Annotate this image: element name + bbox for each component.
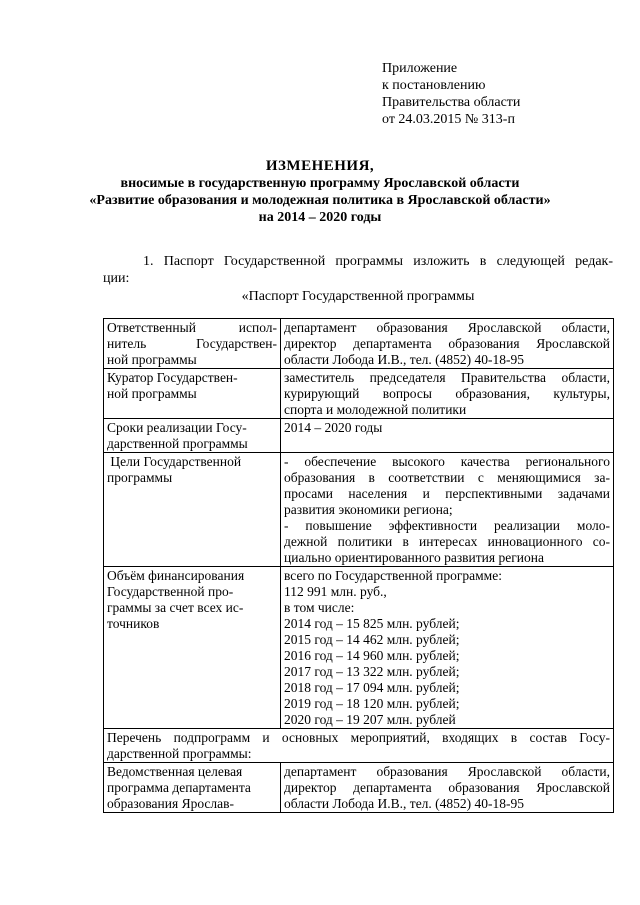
cell-line: 2014 год – 15 825 млн. рублей; [284, 616, 460, 631]
row-label-cell [104, 453, 281, 567]
subprograms-heading-cell [104, 729, 614, 763]
passport-table [103, 318, 614, 813]
row-value-cell [281, 419, 614, 453]
cell-line: Куратор Государствен- [107, 370, 238, 385]
cell-line: программа департамента [107, 780, 251, 795]
intro-line: ции: [103, 271, 130, 286]
cell-line: Ответственный испол- [107, 320, 277, 335]
passport-title: «Паспорт Государственной программы [241, 289, 475, 304]
cell-line: Ведомственная целевая [107, 764, 243, 779]
table-row [104, 763, 614, 813]
cell-line: - повышение эффективности реализации моло- [284, 518, 610, 533]
cell-line: 2020 год – 19 207 млн. рублей [284, 712, 456, 727]
cell-line: нитель Государствен- [107, 336, 277, 351]
cell-line: просами населения и перспективными задачами [284, 486, 610, 501]
cell-line: 2018 год – 17 094 млн. рублей; [284, 680, 460, 695]
cell-line: 112 991 млн. руб., [284, 584, 387, 599]
document-title: ИЗМЕНЕНИЯ, [265, 158, 375, 174]
cell-line: дарственной программы [107, 436, 248, 451]
row-value-cell [281, 567, 614, 729]
cell-line: дарственной программы: [107, 746, 252, 761]
row-value-cell [281, 369, 614, 419]
cell-line: циально ориентированного развития региона [284, 550, 544, 565]
cell-line: 2015 год – 14 462 млн. рублей; [284, 632, 460, 647]
cell-line: ной программы [107, 386, 197, 401]
row-label-cell [104, 419, 281, 453]
intro-line: 1. Паспорт Государственной программы изложить в следующей редак- [143, 254, 613, 269]
cell-line: спорта и молодежной политики [284, 402, 467, 417]
table-row [104, 319, 614, 369]
intro-paragraph [103, 253, 613, 287]
cell-line: развития экономики региона; [284, 502, 453, 517]
cell-line: программы [107, 470, 173, 485]
row-label-cell [104, 763, 281, 813]
cell-line: граммы за счет всех ис- [107, 600, 244, 615]
cell-line: директор департамента образования Ярославской [284, 336, 610, 351]
cell-line: заместитель председателя Правительства области, [284, 370, 610, 385]
row-value-cell [281, 453, 614, 567]
row-label-cell [104, 319, 281, 369]
cell-line: Цели Государственной [107, 454, 242, 469]
appendix-block [382, 60, 520, 128]
appendix-line: Правительства области [382, 95, 521, 110]
row-label-cell [104, 369, 281, 419]
cell-line: области Лобода И.В., тел. (4852) 40-18-95 [284, 796, 525, 811]
cell-line: 2019 год – 18 120 млн. рублей; [284, 696, 460, 711]
cell-line: 2016 год – 14 960 млн. рублей; [284, 648, 460, 663]
cell-line: Государственной про- [107, 584, 234, 599]
row-value-cell [281, 319, 614, 369]
cell-line: 2017 год – 13 322 млн. рублей; [284, 664, 460, 679]
table-row [104, 567, 614, 729]
cell-line: курирующий вопросы образования, культуры, [284, 386, 610, 401]
cell-line: ной программы [107, 352, 197, 367]
cell-line: директор департамента образования Ярославской [284, 780, 610, 795]
cell-line: дежной политики в интересах инновационного со- [284, 534, 610, 549]
cell-line: Перечень подпрограмм и основных мероприятий, входящих в состав Госу- [107, 730, 610, 745]
cell-line: Сроки реализации Госу- [107, 420, 247, 435]
cell-line: департамент образования Ярославской области, [284, 320, 610, 335]
row-value-cell [281, 763, 614, 813]
table-row [104, 369, 614, 419]
cell-line: точников [107, 616, 160, 631]
heading-line: «Развитие образования и молодежная политика в Ярославской области» [89, 193, 551, 208]
row-label-cell [104, 567, 281, 729]
cell-line: 2014 – 2020 годы [284, 420, 383, 435]
cell-line: - обеспечение высокого качества регионального [284, 454, 610, 469]
cell-line: департамент образования Ярославской области, [284, 764, 610, 779]
appendix-line: к постановлению [382, 78, 486, 93]
heading-line: вносимые в государственную программу Ярославской области [120, 176, 520, 191]
appendix-line: Приложение [382, 61, 458, 76]
cell-line: образования Ярослав- [107, 796, 235, 811]
cell-line: образования в соответствии с меняющимися за- [284, 470, 610, 485]
table-row [104, 453, 614, 567]
cell-line: в том числе: [284, 600, 355, 615]
table-row-full [104, 729, 614, 763]
heading-line: на 2014 – 2020 годы [258, 210, 382, 225]
table-row [104, 419, 614, 453]
cell-line: Объём финансирования [107, 568, 245, 583]
cell-line: области Лобода И.В., тел. (4852) 40-18-95 [284, 352, 525, 367]
cell-line: всего по Государственной программе: [284, 568, 502, 583]
document-heading [0, 158, 640, 226]
appendix-line: от 24.03.2015 № 313-п [382, 112, 515, 127]
